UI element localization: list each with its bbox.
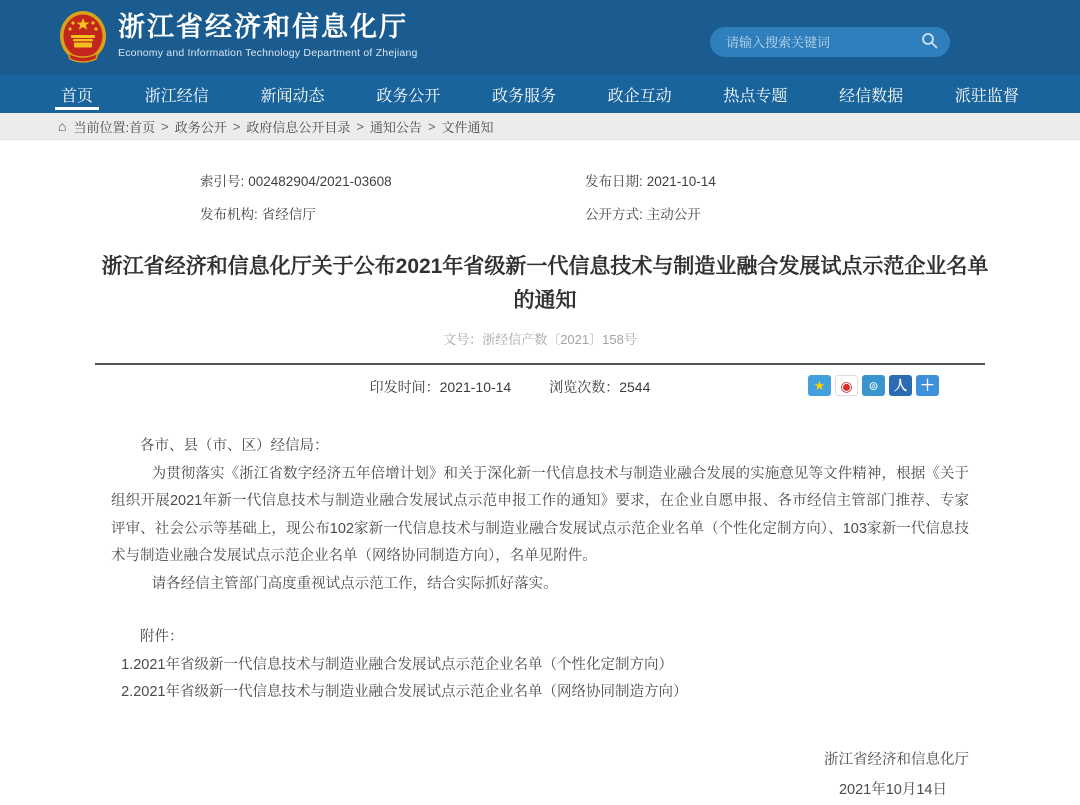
- meta-pubdate-value: 2021-10-14: [646, 174, 716, 189]
- home-icon: ⌂: [58, 118, 67, 134]
- main-nav: [0, 75, 1080, 113]
- nav-item-home[interactable]: 首页: [55, 75, 99, 113]
- breadcrumb-separator: >: [232, 118, 241, 134]
- site-brand: [118, 10, 418, 59]
- salutation: 各市、县（市、区）经信局：: [140, 438, 329, 454]
- nav-item-interaction[interactable]: 政企互动: [607, 87, 672, 105]
- signature-agency: 浙江省经济和信息化厅: [824, 751, 969, 768]
- print-time: 印发时间：2021-10-14: [369, 379, 512, 395]
- meta-agency-value: 省经信厅: [261, 207, 316, 222]
- site-title: 浙江省经济和信息化厅: [118, 12, 408, 42]
- tencent-weibo-share-icon[interactable]: ⊚: [862, 375, 885, 396]
- document-page: [95, 170, 989, 805]
- meta-publish-date: [585, 170, 985, 190]
- search-input[interactable]: [726, 35, 920, 50]
- national-emblem-logo: [58, 9, 108, 67]
- breadcrumb-separator: >: [427, 118, 436, 134]
- meta-agency-label: 发布机构:: [200, 207, 258, 222]
- more-share-icon[interactable]: ＋: [916, 375, 939, 396]
- renren-share-icon[interactable]: 人: [889, 375, 912, 396]
- attachment-link-2[interactable]: 2.2021年省级新一代信息技术与制造业融合发展试点示范企业名单（网络协同制造方向）: [121, 684, 688, 700]
- print-info-row: [95, 365, 985, 409]
- sina-weibo-share-icon[interactable]: ◉: [835, 375, 858, 396]
- breadcrumb-notices[interactable]: 通知公告: [369, 119, 422, 135]
- nav-item-gov-services[interactable]: 政务服务: [491, 87, 556, 105]
- nav-item-news[interactable]: 新闻动态: [260, 87, 325, 105]
- search-icon: [921, 32, 938, 52]
- breadcrumb: [0, 113, 1080, 140]
- meta-index-label: 索引号:: [200, 174, 245, 189]
- meta-publish-agency: [200, 203, 585, 223]
- attachment-link-1[interactable]: 1.2021年省级新一代信息技术与制造业融合发展试点示范企业名单（个性化定制方向）: [121, 656, 673, 673]
- share-toolbar: [808, 375, 939, 396]
- meta-method-value: 主动公开: [646, 207, 701, 222]
- document-meta: [95, 170, 985, 223]
- nav-item-jingxin-data[interactable]: 经信数据: [839, 87, 904, 105]
- nav-item-zhejiang-jingxin[interactable]: 浙江经信: [144, 87, 209, 105]
- nav-item-hot-topics[interactable]: 热点专题: [723, 87, 788, 105]
- breadcrumb-separator: >: [356, 118, 364, 134]
- qzone-share-icon[interactable]: ★: [808, 375, 831, 396]
- document-body: [95, 433, 985, 707]
- meta-disclosure-method: [585, 203, 985, 223]
- meta-index-number: [200, 170, 585, 190]
- breadcrumb-home[interactable]: 首页: [129, 119, 156, 135]
- breadcrumb-file-notice[interactable]: 文件通知: [441, 119, 494, 135]
- breadcrumb-prefix: 当前位置:: [73, 119, 130, 135]
- document-number: 文号：浙经信产数〔2021〕158号: [443, 332, 637, 347]
- search-button[interactable]: [920, 33, 938, 51]
- body-paragraph: 为贯彻落实《浙江省数字经济五年倍增计划》和关于深化新一代信息技术与制造业融合发展的实施意见等文件精神，根据《关于组织开展2021年新一代信息技术与制造业融合发展试点示范申报工作的通知》要求，在企业自愿申报、各市经信主管部门推荐、专家评审、社会公示等基础上，现公布102家新一代信息技术与制造业融合发展试点示范企业名单（个性化定制方向）、103家新一代信息技术与制造业融合发展试点示范企业名单（网络协同制造方向），名单见附件。: [111, 465, 969, 564]
- signature-date: 2021年10月14日: [838, 781, 947, 798]
- body-paragraph: 请各经信主管部门高度重视试点示范工作，结合实际抓好落实。: [151, 575, 558, 592]
- attachments-label: 附件：: [140, 629, 184, 645]
- nav-item-gov-disclosure[interactable]: 政务公开: [376, 87, 441, 105]
- breadcrumb-separator: >: [161, 118, 169, 134]
- breadcrumb-disclosure[interactable]: 政务公开: [174, 119, 227, 135]
- meta-index-value: 002482904/2021-03608: [248, 174, 392, 189]
- attachments-section: [111, 624, 969, 707]
- meta-pubdate-label: 发布日期:: [585, 174, 643, 189]
- view-count: 浏览次数：2544: [549, 379, 651, 395]
- signature-block: [95, 745, 985, 805]
- nav-item-supervision[interactable]: 派驻监督: [954, 87, 1019, 105]
- search-box[interactable]: [710, 27, 950, 57]
- meta-method-label: 公开方式:: [585, 207, 643, 222]
- site-subtitle: Economy and Information Technology Department of Zhejiang: [118, 47, 418, 59]
- breadcrumb-catalog[interactable]: 政府信息公开目录: [246, 119, 351, 135]
- document-title: 浙江省经济和信息化厅关于公布2021年省级新一代信息技术与制造业融合发展试点示范企业名单的通知: [101, 255, 989, 312]
- site-header: [0, 0, 1080, 75]
